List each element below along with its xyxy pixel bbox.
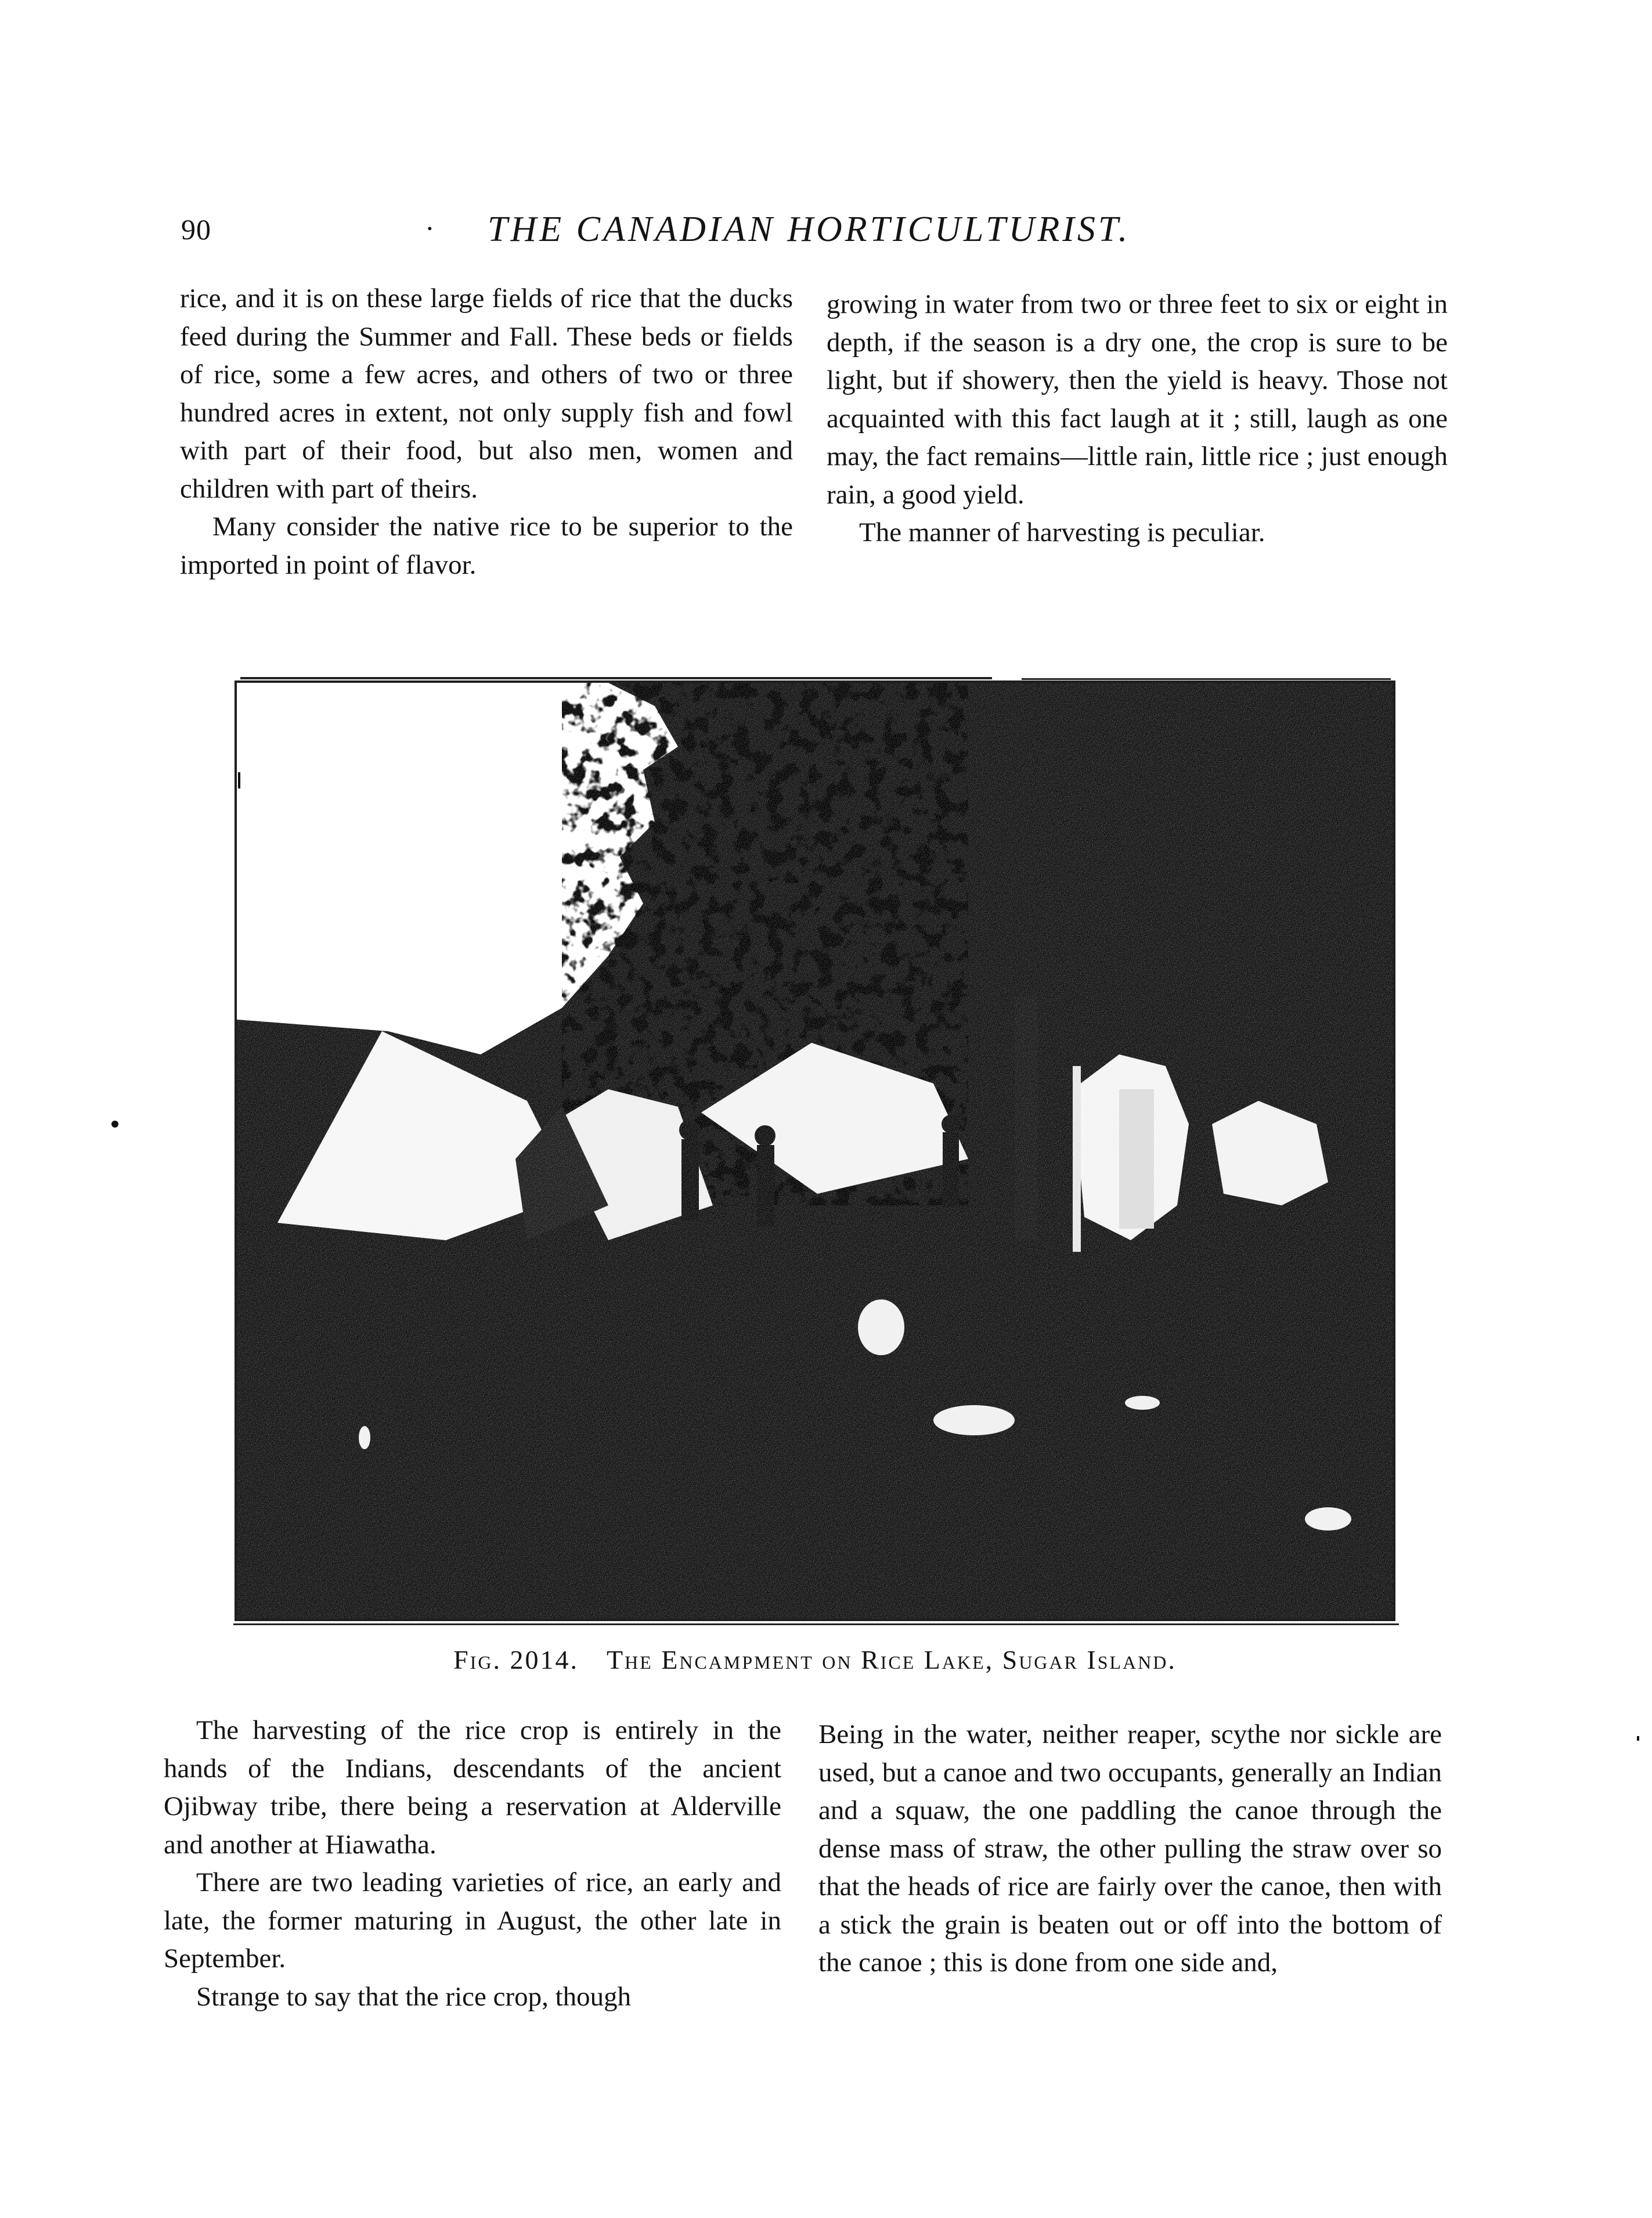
figure-photograph bbox=[235, 680, 1395, 1621]
running-title: THE CANADIAN HORTICULTURIST. bbox=[488, 210, 1131, 249]
text-column-bottom-right bbox=[818, 1716, 1442, 1982]
paragraph: There are two leading varieties of rice, an early and late, the former maturing in August, the other late in September. bbox=[164, 1867, 781, 1974]
paragraph: The harvesting of the rice crop is entirely in the hands of the Indians, descendants of the ancient Ojibway tribe, there being a reservation at Alderville and another at Hiawatha. bbox=[164, 1715, 781, 1860]
paragraph: Strange to say that the rice crop, though bbox=[196, 1981, 632, 2012]
encampment-photo-svg bbox=[237, 683, 1393, 1619]
figure-top-rule-right bbox=[1022, 678, 1391, 680]
text-column-top-right bbox=[827, 286, 1448, 552]
figure-top-rule bbox=[240, 677, 992, 679]
margin-dot bbox=[111, 1121, 118, 1128]
figure-caption bbox=[235, 1644, 1395, 1675]
text-column-top-left bbox=[180, 280, 793, 584]
paragraph: Many consider the native rice to be superior to the imported in point of flavor. bbox=[180, 512, 793, 580]
figure-label: Fig. 2014. bbox=[453, 1645, 579, 1675]
text-column-bottom-left bbox=[164, 1712, 781, 2016]
header-separator: · bbox=[425, 212, 435, 244]
paragraph: The manner of harvesting is peculiar. bbox=[859, 517, 1265, 548]
paragraph: growing in water from two or three feet to six or eight in depth, if the season is a dry one, the crop is sure to be light, but if showery, then the yield is heavy. Those not acquainted with this fact laugh at it ; still, laugh as one may, the fact remains—little rain, little rice ; just enough rain, a good yield. bbox=[827, 289, 1448, 510]
figure-title: The Encampment on Rice Lake, Sugar Island. bbox=[606, 1645, 1177, 1675]
page-number: 90 bbox=[181, 213, 211, 246]
paragraph: rice, and it is on these large fields of rice that the ducks feed during the Summer and Fall. These beds or fields of rice, some a few acres, and others of two or three hundred acres in extent, not only supply fish and fowl with part of their food, but also men, women and children with part of theirs. bbox=[180, 283, 793, 504]
margin-tick bbox=[1637, 1736, 1639, 1741]
margin-tick bbox=[238, 772, 240, 788]
figure-bottom-rule bbox=[233, 1623, 1399, 1625]
paragraph: Being in the water, neither reaper, scythe nor sickle are used, but a canoe and two occupants, generally an Indian and a squaw, the one paddling the canoe through the dense mass of straw, the other pulling the straw over so that the heads of rice are fairly over the canoe, then with a stick the grain is beaten out or off into the bottom of the canoe ; this is done from one side and, bbox=[818, 1719, 1442, 1978]
